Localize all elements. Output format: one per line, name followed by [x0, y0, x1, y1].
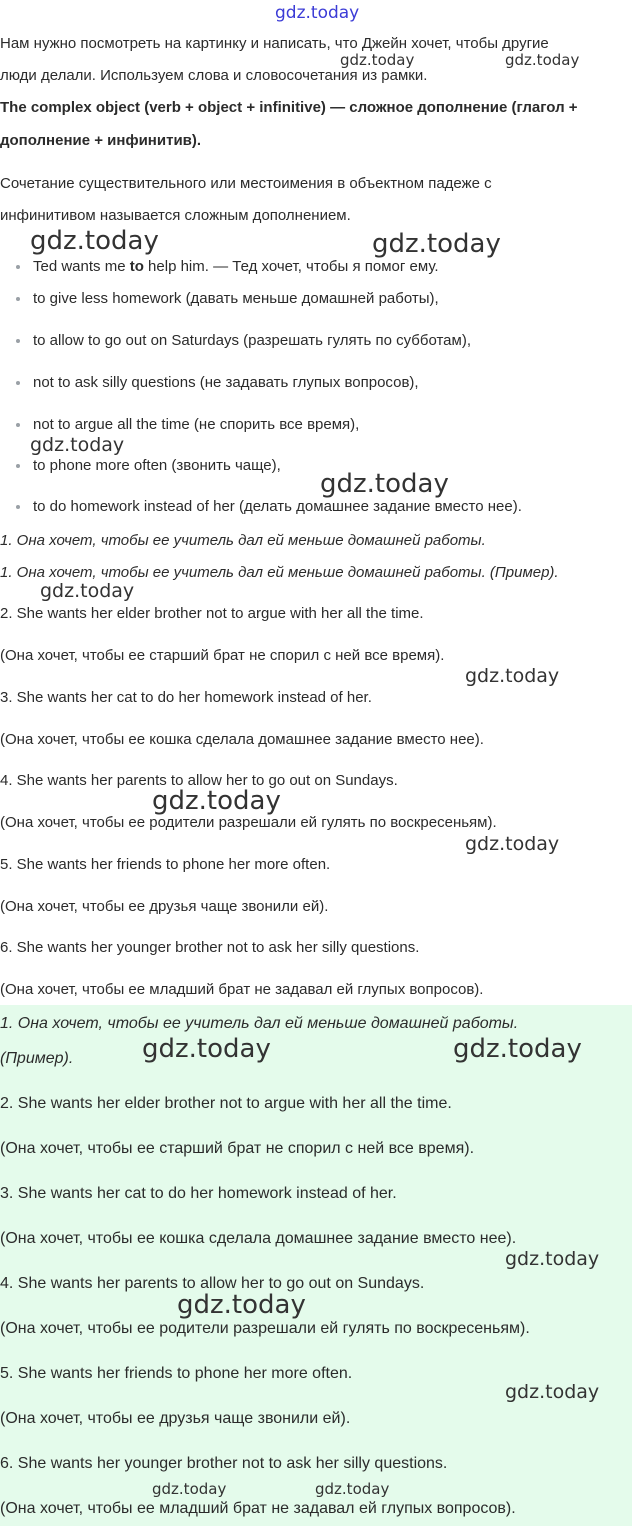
bullet-icon: [16, 505, 20, 509]
watermark: gdz.today: [340, 51, 415, 69]
answer-2-ru: (Она хочет, чтобы ее старший брат не спорил с ней все время).: [0, 647, 445, 664]
bullet-icon: [16, 381, 20, 385]
answer-4-en: 4. She wants her parents to allow her to go out on Sundays.: [0, 772, 398, 789]
watermark: gdz.today: [177, 1290, 306, 1320]
watermark: gdz.today: [372, 229, 501, 259]
intro-line-1: Нам нужно посмотреть на картинку и написать, что Джейн хочет, чтобы другие: [0, 35, 549, 52]
watermark: gdz.today: [40, 580, 135, 602]
bullet-icon: [16, 297, 20, 301]
bullet-icon: [16, 423, 20, 427]
bullet-icon: [16, 339, 20, 343]
bullet-icon: [16, 464, 20, 468]
green-answer-3-en: 3. She wants her cat to do her homework instead of her.: [0, 1185, 397, 1202]
answer-5-en: 5. She wants her friends to phone her more often.: [0, 856, 331, 873]
rule-desc-line-2: инфинитивом называется сложным дополнением.: [0, 207, 351, 224]
watermark: gdz.today: [142, 1034, 271, 1064]
green-answer-4-ru: (Она хочет, чтобы ее родители разрешали ей гулять по воскресеньям).: [0, 1320, 530, 1337]
green-answer-2-ru: (Она хочет, чтобы ее старший брат не спорил с ней все время).: [0, 1140, 475, 1157]
rule-heading-line-2: дополнение + инфинитив).: [0, 132, 202, 149]
watermark: gdz.today: [465, 665, 560, 687]
watermark: gdz.today: [453, 1034, 582, 1064]
green-answer-2-en: 2. She wants her elder brother not to argue with her all the time.: [0, 1095, 452, 1112]
watermark: gdz.today: [320, 469, 449, 499]
intro-line-2: люди делали. Используем слова и словосочетания из рамки.: [0, 67, 428, 84]
answer-4-ru: (Она хочет, чтобы ее родители разрешали ей гулять по воскресеньям).: [0, 814, 497, 831]
answer-3-en: 3. She wants her cat to do her homework instead of her.: [0, 689, 372, 706]
answer-2-en: 2. She wants her elder brother not to argue with her all the time.: [0, 605, 424, 622]
watermark: gdz.today: [152, 1480, 227, 1498]
watermark: gdz.today: [505, 1381, 600, 1403]
watermark: gdz.today: [315, 1480, 390, 1498]
green-answer-5-en: 5. She wants her friends to phone her more often.: [0, 1365, 353, 1382]
watermark: gdz.today: [465, 833, 560, 855]
answer-3-ru: (Она хочет, чтобы ее кошка сделала домашнее задание вместо нее).: [0, 731, 484, 748]
green-answer-1-line-2: (Пример).: [0, 1050, 74, 1067]
answer-6-en: 6. She wants her younger brother not to ask her silly questions.: [0, 939, 420, 956]
green-answer-6-en: 6. She wants her younger brother not to ask her silly questions.: [0, 1455, 448, 1472]
answer-6-ru: (Она хочет, чтобы ее младший брат не задавал ей глупых вопросов).: [0, 981, 484, 998]
watermark: gdz.today: [505, 1248, 600, 1270]
bullet-icon: [16, 265, 20, 269]
green-answer-3-ru: (Она хочет, чтобы ее кошка сделала домашнее задание вместо нее).: [0, 1230, 517, 1247]
answer-1-example: 1. Она хочет, чтобы ее учитель дал ей меньше домашней работы. (Пример).: [0, 564, 559, 581]
green-answer-6-ru: (Она хочет, чтобы ее младший брат не задавал ей глупых вопросов).: [0, 1500, 516, 1517]
green-answer-5-ru: (Она хочет, чтобы ее друзья чаще звонили ей).: [0, 1410, 351, 1427]
answer-5-ru: (Она хочет, чтобы ее друзья чаще звонили ей).: [0, 898, 329, 915]
watermark: gdz.today: [152, 786, 281, 816]
rule-heading-line-1: The complex object (verb + object + infinitive) — сложное дополнение (глагол +: [0, 99, 578, 116]
watermark: gdz.today: [30, 434, 125, 456]
answer-1-italic: 1. Она хочет, чтобы ее учитель дал ей меньше домашней работы.: [0, 532, 486, 549]
watermark: gdz.today: [30, 226, 159, 256]
green-answer-4-en: 4. She wants her parents to allow her to go out on Sundays.: [0, 1275, 425, 1292]
green-answer-1-line-1: 1. Она хочет, чтобы ее учитель дал ей меньше домашней работы.: [0, 1015, 519, 1032]
rule-desc-line-1: Сочетание существительного или местоимения в объектном падеже с: [0, 175, 492, 192]
site-watermark-header: gdz.today: [275, 3, 360, 23]
watermark: gdz.today: [505, 51, 580, 69]
